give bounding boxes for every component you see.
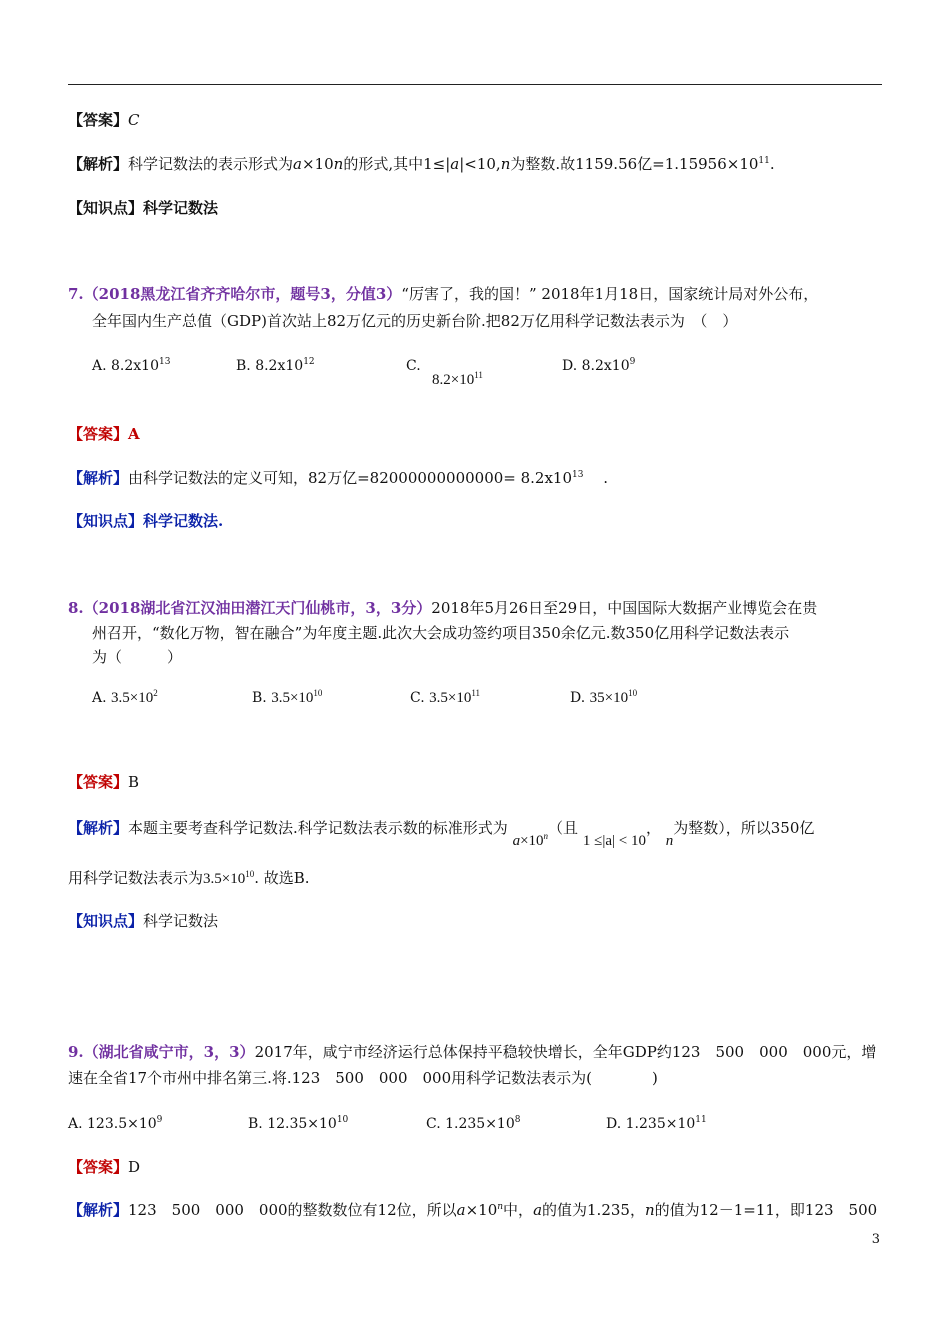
q7-option-d[interactable] bbox=[562, 356, 635, 376]
option-label: B. bbox=[236, 358, 256, 374]
analysis-text: 123 500 000 000的整数数位有12位，所以 bbox=[128, 1201, 457, 1219]
question-number: 7. bbox=[68, 285, 84, 303]
var-a: a bbox=[293, 155, 302, 173]
exponent: 9 bbox=[629, 357, 636, 367]
question-number: 9. bbox=[68, 1043, 84, 1061]
analysis-label: 【解析】 bbox=[68, 469, 129, 487]
analysis-text: ×10 bbox=[301, 155, 334, 173]
knowledge-label: 【知识点】 bbox=[68, 199, 144, 217]
answer-label: 【答案】 bbox=[68, 1158, 129, 1176]
var-n: n bbox=[333, 155, 344, 173]
option-label: C. bbox=[410, 690, 430, 706]
q9-option-b[interactable] bbox=[248, 1114, 348, 1134]
answer-value: A bbox=[128, 425, 140, 443]
option-label: B. bbox=[248, 1116, 268, 1132]
answer-value: B bbox=[128, 773, 140, 791]
analysis-text: 的值为12－1=11，即123 500 bbox=[654, 1201, 878, 1219]
analysis-text: 为整数.故1159.56亿=1.15956×10 bbox=[510, 155, 759, 173]
q7-stem bbox=[68, 284, 818, 304]
exponent: 11 bbox=[474, 370, 483, 380]
analysis-text: . bbox=[583, 469, 609, 487]
analysis-text: 本题主要考查科学记数法.科学记数法表示数的标准形式为 bbox=[128, 819, 508, 837]
analysis-text: . bbox=[769, 155, 775, 173]
analysis-text: 由科学记数法的定义可知，82万亿=82000000000000= 8.2x10 bbox=[128, 469, 573, 487]
page-number: 3 bbox=[871, 1232, 880, 1247]
q8-option-a[interactable] bbox=[92, 688, 158, 708]
knowledge-value: 科学记数法. bbox=[143, 512, 224, 530]
analysis-text: 的值为1.235， bbox=[542, 1201, 645, 1219]
question-source: （2018湖北省江汉油田潜江天门仙桃市，3，3分） bbox=[83, 599, 432, 617]
q7-option-b[interactable] bbox=[236, 356, 315, 376]
q8-option-c[interactable] bbox=[410, 688, 480, 708]
analysis-label: 【解析】 bbox=[68, 819, 129, 837]
var-a: a bbox=[533, 1201, 543, 1219]
analysis-text: ×10 bbox=[465, 1201, 498, 1219]
q8-option-b[interactable] bbox=[252, 688, 322, 708]
question-stem: 州召开，“数化万物，智在融合”为年度主题.此次大会成功签约项目350余亿元.数350亿用科学记数法表示 bbox=[92, 624, 790, 642]
exponent: 10 bbox=[245, 869, 255, 879]
q8-stem-line2 bbox=[92, 623, 789, 643]
answer-label: 【答案】 bbox=[68, 425, 129, 443]
header-rule bbox=[68, 84, 882, 85]
option-value: $3.5\times 10^{10}$ bbox=[271, 688, 323, 706]
q9-stem bbox=[68, 1042, 876, 1062]
q6-answer bbox=[68, 110, 140, 130]
exponent: 10 bbox=[313, 688, 323, 698]
option-value: 1.235×10 bbox=[445, 1116, 515, 1132]
formula: $a\times 10^n$ bbox=[512, 831, 549, 849]
q8-knowledge bbox=[68, 911, 218, 931]
exponent: 13 bbox=[159, 357, 171, 367]
option-value: 8.2x10 bbox=[255, 358, 304, 374]
q7-option-c[interactable] bbox=[406, 356, 483, 388]
option-label: C. bbox=[406, 358, 421, 374]
knowledge-label: 【知识点】 bbox=[68, 512, 144, 530]
analysis-text: ， bbox=[645, 819, 661, 837]
option-value: 123.5×10 bbox=[87, 1116, 157, 1132]
question-stem: 2018年5月26日至29日，中国国际大数据产业博览会在贵 bbox=[431, 599, 818, 617]
answer-value: C bbox=[128, 111, 140, 129]
analysis-label: 【解析】 bbox=[68, 155, 129, 173]
question-source: （湖北省咸宁市，3，3） bbox=[83, 1043, 255, 1061]
exponent: 11 bbox=[758, 156, 770, 166]
analysis-text: 的形式,其中1≤| bbox=[343, 155, 451, 173]
q9-option-c[interactable] bbox=[426, 1114, 520, 1134]
option-label: A. bbox=[92, 358, 112, 374]
question-stem: “厉害了，我的国！” 2018年1月18日，国家统计局对外公布， bbox=[401, 285, 819, 303]
var-a: a bbox=[456, 1201, 466, 1219]
question-number: 8. bbox=[68, 599, 84, 617]
exponent: 13 bbox=[572, 470, 584, 480]
exponent: 10 bbox=[336, 1115, 349, 1125]
formula: 1 ≤|a| < 10 bbox=[582, 833, 646, 849]
formula: n bbox=[665, 833, 674, 849]
var-n: n bbox=[500, 155, 511, 173]
exponent: 9 bbox=[156, 1115, 163, 1125]
analysis-text: . 故选B. bbox=[254, 869, 310, 887]
option-label: C. bbox=[426, 1116, 446, 1132]
option-value: 8.2x10 bbox=[111, 358, 159, 374]
q7-analysis bbox=[68, 468, 608, 488]
answer-label: 【答案】 bbox=[68, 773, 129, 791]
option-value: $3.5\times 10^{11}$ bbox=[429, 688, 481, 706]
option-label: D. bbox=[570, 690, 590, 706]
q9-analysis bbox=[68, 1200, 877, 1220]
var-n: n bbox=[644, 1201, 655, 1219]
analysis-text: 为整数），所以350亿 bbox=[673, 819, 815, 837]
exponent: 2 bbox=[153, 688, 158, 698]
option-label: A. bbox=[92, 690, 112, 706]
q8-option-d[interactable] bbox=[570, 688, 637, 708]
q8-analysis bbox=[68, 818, 815, 849]
knowledge-value: 科学记数法 bbox=[143, 199, 219, 217]
option-value: 1.235×10 bbox=[625, 1116, 696, 1132]
question-source: （2018黑龙江省齐齐哈尔市，题号3，分值3） bbox=[83, 285, 402, 303]
exponent: 8 bbox=[514, 1115, 521, 1125]
option-value: 8.2x10 bbox=[581, 358, 630, 374]
q9-stem-line2 bbox=[68, 1068, 658, 1088]
q8-stem bbox=[68, 598, 817, 618]
knowledge-label: 【知识点】 bbox=[68, 912, 144, 930]
option-value: 12.35×10 bbox=[267, 1116, 337, 1132]
knowledge-value: 科学记数法 bbox=[143, 912, 219, 930]
q9-option-d[interactable] bbox=[606, 1114, 707, 1134]
answer-label: 【答案】 bbox=[68, 111, 129, 129]
q7-knowledge bbox=[68, 511, 223, 531]
question-stem: 全年国内生产总值（GDP)首次站上82万亿元的历史新台阶.把82万亿用科学记数法表示为 （ ） bbox=[92, 312, 738, 330]
q8-answer bbox=[68, 772, 139, 792]
exponent: 11 bbox=[471, 688, 481, 698]
option-label: A. bbox=[68, 1116, 88, 1132]
question-stem: 为（ ） bbox=[92, 648, 183, 666]
analysis-text: 用科学记数法表示为 bbox=[68, 869, 204, 887]
exponent: 11 bbox=[695, 1115, 707, 1125]
q9-answer bbox=[68, 1157, 140, 1177]
exponent: 12 bbox=[303, 357, 315, 367]
q7-option-a[interactable] bbox=[92, 356, 170, 376]
exponent: 10 bbox=[628, 688, 638, 698]
analysis-text: 科学记数法的表示形式为 bbox=[128, 155, 294, 173]
q8-stem-line3 bbox=[92, 647, 182, 667]
question-stem: 速在全省17个市州中排名第三.将.123 500 000 000用科学记数法表示为( ) bbox=[68, 1069, 658, 1087]
option-value: $3.5\times 10^2$ bbox=[111, 688, 158, 706]
option-value: $35\times 10^{10}$ bbox=[589, 688, 638, 706]
var-a: a bbox=[450, 155, 460, 173]
analysis-text: （且 bbox=[548, 819, 579, 837]
analysis-label: 【解析】 bbox=[68, 1201, 129, 1219]
analysis-text: |<10, bbox=[459, 155, 501, 173]
option-label: B. bbox=[252, 690, 272, 706]
formula: $3.5\times 10^{10}$ bbox=[203, 869, 255, 887]
q6-analysis bbox=[68, 154, 775, 174]
option-label: D. bbox=[606, 1116, 626, 1132]
q6-knowledge bbox=[68, 198, 218, 218]
q7-stem-line2 bbox=[92, 311, 737, 331]
option-label: D. bbox=[562, 358, 582, 374]
q9-option-a[interactable] bbox=[68, 1114, 162, 1134]
q7-answer bbox=[68, 424, 140, 444]
exponent: n bbox=[497, 1202, 504, 1212]
q8-analysis-line2 bbox=[68, 868, 310, 889]
exponent: n bbox=[543, 831, 549, 841]
question-stem: 2017年，咸宁市经济运行总体保持平稳较快增长，全年GDP约123 500 000 000元，增 bbox=[254, 1043, 877, 1061]
option-value: $8.2\times 10^{11}$ bbox=[432, 370, 483, 388]
analysis-text: 中， bbox=[503, 1201, 534, 1219]
answer-value: D bbox=[128, 1158, 141, 1176]
